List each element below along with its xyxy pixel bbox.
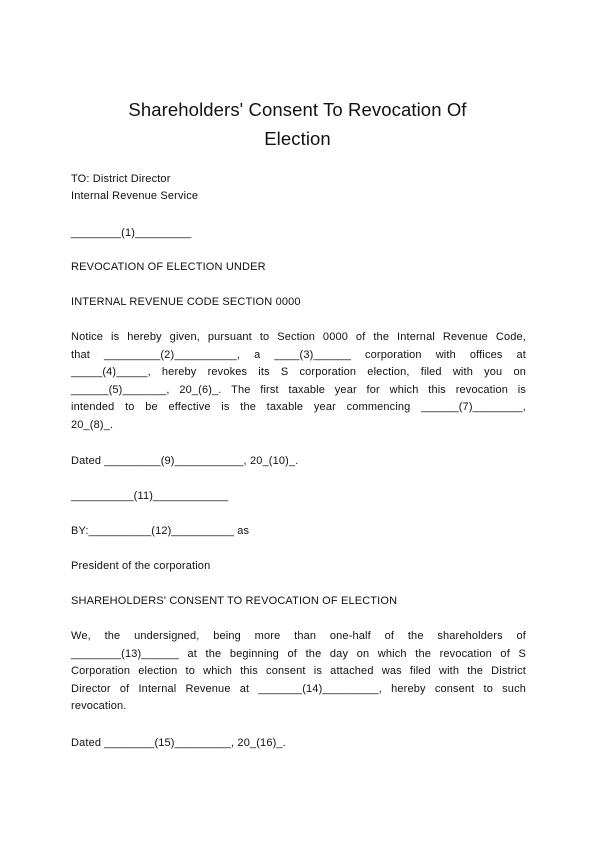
to-line: TO: District Director	[71, 173, 171, 185]
consent-paragraph-line: Director of Internal Revenue at _______(14)_________, hereby consent to such	[71, 682, 526, 695]
consent-paragraph-line: revocation.	[71, 700, 127, 713]
heading-code-section: INTERNAL REVENUE CODE SECTION 0000	[71, 296, 301, 308]
blank-field-11: __________(11)____________	[71, 490, 229, 502]
heading-revocation: REVOCATION OF ELECTION UNDER	[71, 261, 266, 273]
consent-paragraph-line: We, the undersigned, being more than one-half of the shareholders of	[71, 630, 526, 642]
notice-paragraph-line: Notice is hereby given, pursuant to Section 0000 of the Internal Revenue Code,	[71, 331, 526, 343]
irs-line: Internal Revenue Service	[71, 190, 199, 202]
notice-paragraph-line: that _________(2)__________, a ____(3)______ corporation with offices at	[71, 348, 526, 361]
dated-line-2: Dated ________(15)_________, 20_(16)_.	[71, 737, 286, 749]
dated-line-1: Dated _________(9)___________, 20_(10)_.	[71, 455, 299, 467]
by-line: BY:__________(12)__________ as	[71, 525, 250, 537]
notice-paragraph-line: intended to be effective is the taxable year commencing ______(7)________,	[71, 401, 526, 414]
blank-field-1: ________(1)_________	[71, 227, 192, 239]
document-title-line-2: Election	[264, 128, 331, 149]
consent-paragraph-line: ________(13)______ at the beginning of the day on which the revocation of S	[71, 647, 526, 660]
document-title-line-1: Shareholders' Consent To Revocation Of	[128, 99, 467, 120]
president-line: President of the corporation	[71, 560, 211, 572]
consent-paragraph	[71, 628, 526, 716]
notice-paragraph	[71, 329, 526, 435]
document-title	[60, 95, 535, 153]
notice-paragraph-line: _____(4)_____, hereby revokes its S corporation election, filed with you on	[71, 366, 526, 379]
consent-paragraph-line: Corporation election to which this consent is attached was filed with the District	[71, 665, 526, 678]
notice-paragraph-line: 20_(8)_.	[71, 418, 114, 431]
heading-shareholders-consent: SHAREHOLDERS' CONSENT TO REVOCATION OF ELECTION	[71, 595, 398, 607]
notice-paragraph-line: ______(5)_______, 20_(6)_. The first taxable year for which this revocation is	[71, 383, 526, 396]
